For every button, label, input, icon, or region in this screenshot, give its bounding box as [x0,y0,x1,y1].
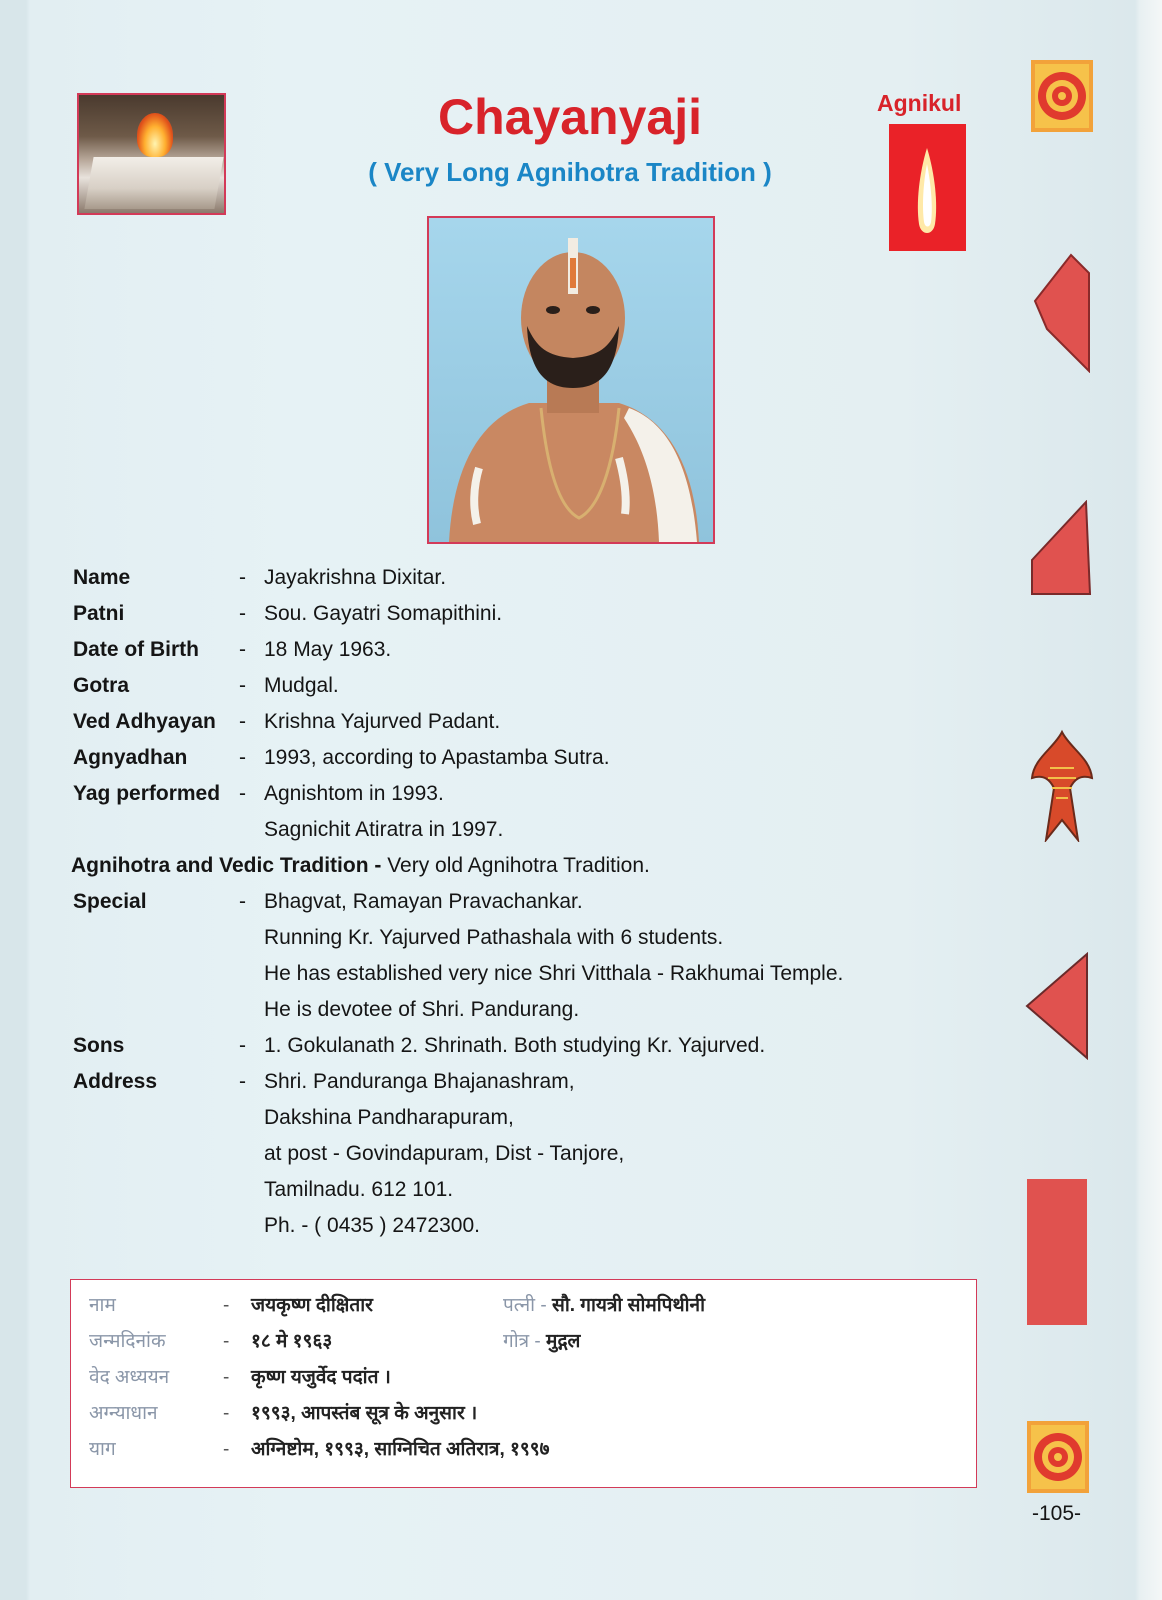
trapezoid-shape-icon [1030,500,1092,596]
rectangle-shape-icon [1026,1178,1088,1326]
profile-row-address-cont: at post - Govindapuram, Dist - Tanjore, [264,1142,625,1165]
garuda-bird-icon [1030,728,1094,842]
portrait-photo [427,216,715,544]
profile-row-special-cont: Running Kr. Yajurved Pathashala with 6 students. [264,926,724,949]
profile-row-sons: Sons - 1. Gokulanath 2. Shrinath. Both studying Kr. Yajurved. [73,1034,766,1057]
profile-details [71,560,971,1244]
mandala-icon [1031,60,1093,132]
agnikul-label: Agnikul [877,90,962,116]
triangle-shape-icon [1025,952,1091,1060]
page-number: -105- [1032,1502,1082,1525]
profile-row-agnyadhan: Agnyadhan - 1993, according to Apastamba Sutra. [73,746,610,769]
profile-row-gotra: Gotra - Mudgal. [73,674,339,697]
profile-row-special-cont: He has established very nice Shri Vitthala - Rakhumai Temple. [264,962,844,985]
page-title: Chayanyaji [437,89,702,145]
profile-row-patni: Patni - Sou. Gayatri Somapithini. [73,602,503,625]
profile-row-address-cont: Tamilnadu. 612 101. [264,1178,454,1201]
profile-row-date-of-birth: Date of Birth - 18 May 1963. [73,638,392,661]
agnikul-flame-emblem [889,124,966,251]
profile-row-name: Name - Jayakrishna Dixitar. [73,566,447,589]
profile-row-address: Address - Shri. Panduranga Bhajanashram, [73,1070,575,1093]
hexagon-shape-icon [1033,253,1091,373]
hindi-summary-box: नाम - जयकृष्ण दीक्षितार पत्नी - सौ. गायत्री सोमपिथीनी जन्मदिनांक - १८ मे १९६३ गोत्र - मुद्गल वेद अध्ययन - कृष्ण यजुर्वेद पदांत । अग्न्याधान - १९९३, आपस्तंब सूत्र के अनुसार । याग - अग्निष्टोम, १९९३, साग्निचित अतिरात्र, १९९७ [70,1279,977,1488]
profile-row-phone: Ph. - ( 0435 ) 2472300. [264,1214,480,1237]
profile-row-tradition: Agnihotra and Vedic Tradition - Very old Agnihotra Tradition. [71,854,650,877]
profile-row-special: Special - Bhagvat, Ramayan Pravachankar. [73,890,583,913]
profile-row-address-cont: Dakshina Pandharapuram, [264,1106,514,1129]
mandala-icon [1027,1421,1089,1493]
profile-row-ved-adhyayan: Ved Adhyayan - Krishna Yajurved Padant. [73,710,501,733]
profile-row-special-cont: He is devotee of Shri. Pandurang. [264,998,580,1021]
page-subtitle: ( Very Long Agnihotra Tradition ) [368,157,772,187]
flame-icon [889,124,966,251]
profile-row-yag-performed: Yag performed - Agnishtom in 1993. [73,782,444,805]
profile-row-yag-continued: Sagnichit Atiratra in 1997. [264,818,504,841]
